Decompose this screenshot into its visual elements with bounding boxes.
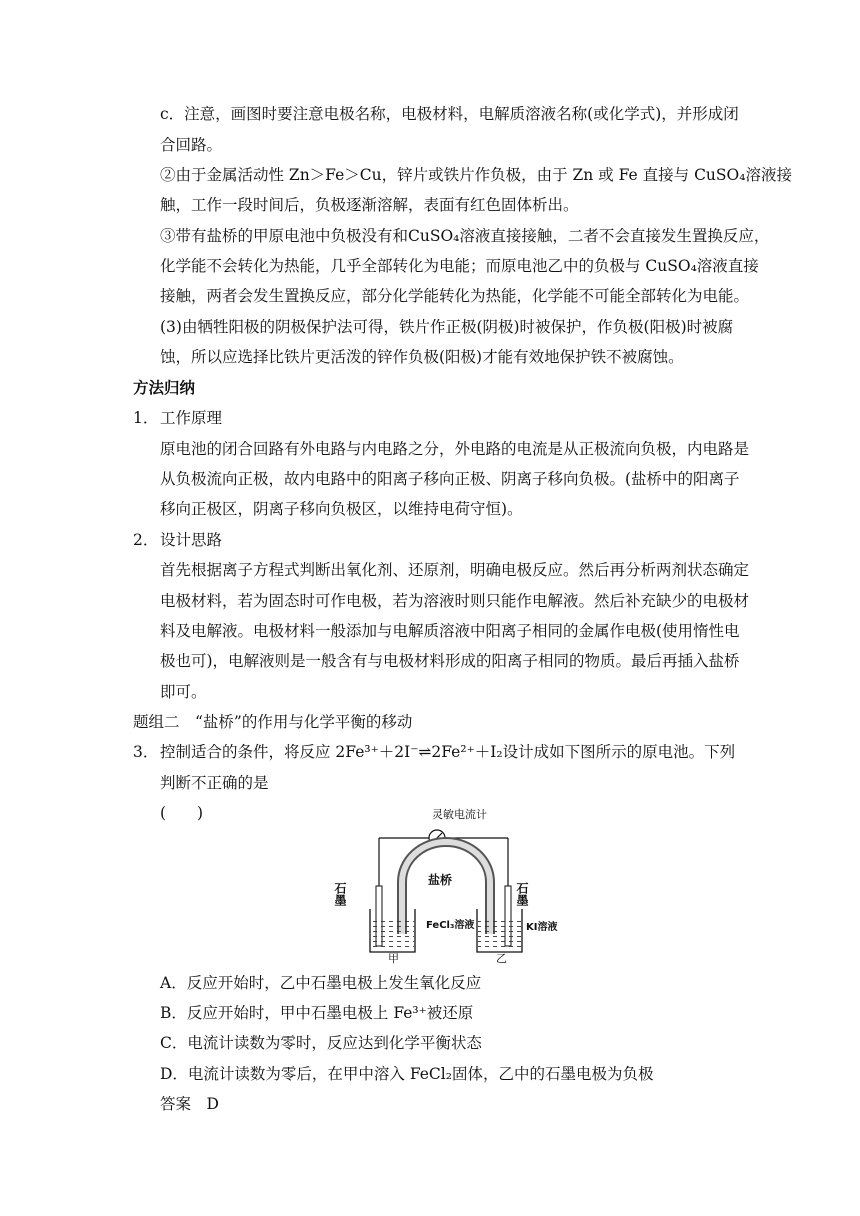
item-title: 设计思路 (160, 531, 223, 549)
right-electrode-label: 石墨 (515, 882, 529, 906)
item-text-line: 即可。 (160, 683, 207, 701)
right-beaker-label: 乙 (496, 952, 507, 965)
item-number: 1． (133, 409, 159, 427)
salt-bridge-label: 盐桥 (428, 873, 453, 887)
item-text-line: 首先根据离子方程式判断出氧化剂、还原剂，明确电极反应。然后再分析两剂状态确定 (160, 561, 750, 579)
galvanometer-label: 灵敏电流计 (432, 808, 487, 821)
item-text-line: 从负极流向正极，故内电路中的阳离子移向正极、阴离子移向负极。(盐桥中的阳离子 (160, 470, 740, 488)
option-a: A．反应开始时，乙中石墨电极上发生氧化反应 (160, 974, 482, 992)
paragraph-line: ③带有盐桥的甲原电池中负极没有和CuSO₄溶液直接接触，二者不会直接发生置换反应， (160, 227, 770, 245)
paragraph-line: c．注意，画图时要注意电极名称，电极材料，电解质溶液名称(或化学式)，并形成闭 (160, 105, 739, 123)
item-title: 工作原理 (160, 409, 223, 427)
paragraph-line: (3)由牺牲阳极的阴极保护法可得，铁片作正极(阴极)时被保护，作负极(阳极)时被腐 (160, 318, 734, 336)
option-c: C．电流计读数为零时，反应达到化学平衡状态 (160, 1034, 482, 1052)
galvanic-cell-diagram (333, 804, 570, 965)
item-number: 2． (133, 531, 159, 549)
left-solution-label: FeCl₃溶液 (426, 920, 475, 931)
item-text-line: 移向正极区，阴离子移向负极区，以维持电荷守恒)。 (160, 500, 523, 518)
answer: 答案 D (160, 1095, 219, 1113)
paragraph-line: 化学能不会转化为热能，几乎全部转化为电能；而原电池乙中的负极与 CuSO₄溶液直接 (160, 257, 759, 275)
answer-parentheses: ( ) (160, 804, 204, 822)
item-text-line: 电极材料，若为固态时可作电极，若为溶液时则只能作电解液。然后补充缺少的电极材 (160, 592, 750, 610)
section-title: 方法归纳 (133, 379, 196, 397)
paragraph-line: 触，工作一段时间后，负极逐渐溶解，表面有红色固体析出。 (160, 196, 579, 214)
right-solution-label: KI溶液 (526, 922, 558, 933)
item-text-line: 原电池的闭合回路有外电路与内电路之分，外电路的电流是从正极流向负极，内电路是 (160, 440, 750, 458)
item-text-line: 极也可)，电解液则是一般含有与电极材料形成的阳离子相同的物质。最后再插入盐桥 (160, 652, 740, 670)
option-d: D．电流计读数为零后，在甲中溶入 FeCl₂固体，乙中的石墨电极为负极 (160, 1065, 654, 1083)
left-electrode-label: 石墨 (333, 882, 347, 906)
paragraph-line: 接触，两者会发生置换反应，部分化学能转化为热能，化学能不可能全部转化为电能。 (160, 287, 750, 305)
question-number: 3． (133, 743, 159, 761)
group-title: 题组二 “盐桥”的作用与化学平衡的移动 (133, 713, 413, 731)
paragraph-line: 蚀，所以应选择比铁片更活泼的锌作负极(阳极)才能有效地保护铁不被腐蚀。 (160, 348, 684, 366)
item-text-line: 料及电解液。电极材料一般添加与电解质溶液中阳离子相同的金属作电极(使用惰性电 (160, 622, 740, 640)
option-b: B．反应开始时，甲中石墨电极上 Fe³⁺被还原 (160, 1004, 474, 1022)
paragraph-line: ②由于金属活动性 Zn＞Fe＞Cu，锌片或铁片作负极，由于 Zn 或 Fe 直接与 CuSO₄溶液接 (160, 166, 792, 184)
question-text: 控制适合的条件，将反应 2Fe³⁺＋2I⁻⇌2Fe²⁺＋I₂设计成如下图所示的原电池。下列 (160, 743, 736, 761)
left-beaker-label: 甲 (388, 952, 399, 965)
question-text: 判断不正确的是 (160, 774, 269, 792)
right-beaker (477, 909, 522, 952)
paragraph-line: 合回路。 (160, 136, 223, 154)
